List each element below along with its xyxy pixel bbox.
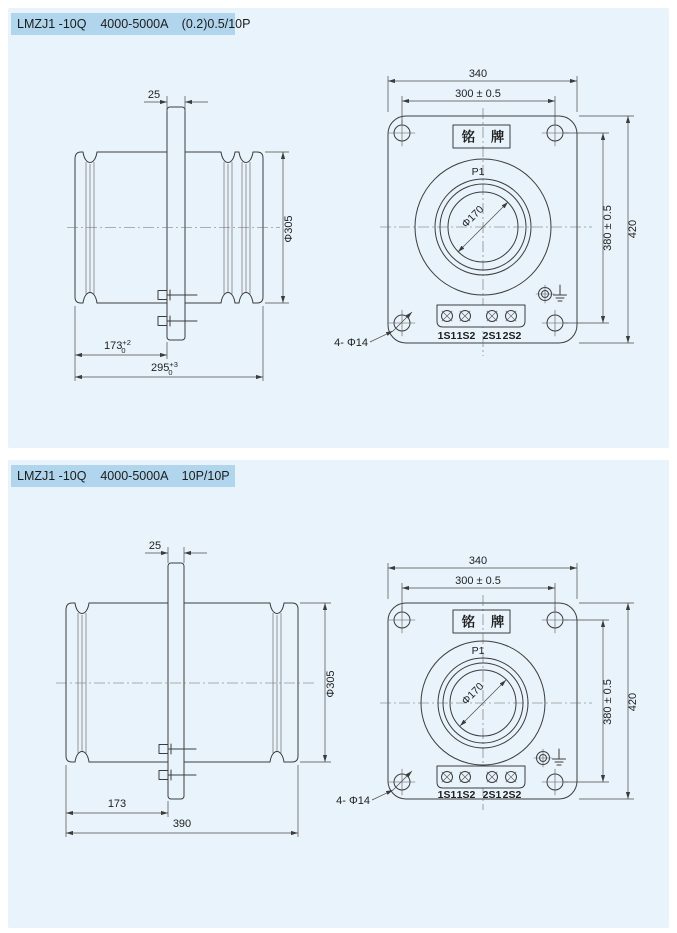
svg-text:1S1: 1S1 bbox=[437, 789, 457, 801]
terminal-block bbox=[437, 305, 525, 327]
dim-hole-spacing-h bbox=[402, 88, 555, 124]
mounting-flange-plate bbox=[168, 563, 184, 799]
svg-text:25: 25 bbox=[147, 89, 161, 101]
svg-text:Φ305: Φ305 bbox=[325, 670, 337, 698]
svg-text:Φ305: Φ305 bbox=[283, 215, 295, 243]
nameplate-label: 铭 牌 bbox=[461, 129, 511, 145]
svg-text:300 ± 0.5: 300 ± 0.5 bbox=[455, 575, 501, 587]
svg-text:173: 173 bbox=[107, 798, 127, 810]
svg-text:295+30: $295^{+3}$ 0 bbox=[151, 360, 178, 377]
svg-text:Φ170: Φ170 bbox=[459, 680, 487, 708]
svg-text:173+20: $173^{+2}$ 0 bbox=[104, 338, 131, 355]
svg-text:2S2: 2S2 bbox=[502, 789, 522, 801]
svg-text:340: 340 bbox=[468, 555, 488, 567]
dim-flange-position bbox=[66, 765, 168, 837]
dim-hole-spacing-h bbox=[402, 575, 555, 611]
drawing-panel-2 bbox=[8, 460, 669, 928]
terminal-block bbox=[437, 766, 525, 788]
mounting-hole bbox=[389, 769, 415, 795]
earth-ground-icon bbox=[554, 285, 567, 301]
ground-terminal bbox=[534, 749, 566, 767]
svg-text:1S2: 1S2 bbox=[456, 789, 476, 801]
dim-hole-spacing-v bbox=[564, 620, 614, 782]
drawing-panel-1 bbox=[8, 8, 669, 448]
svg-text:Φ170: Φ170 bbox=[459, 203, 487, 231]
svg-text:380 ± 0.5: 380 ± 0.5 bbox=[602, 205, 614, 251]
technical-drawing-2 bbox=[8, 460, 669, 928]
svg-text:1S2: 1S2 bbox=[456, 330, 476, 342]
earth-ground-icon bbox=[553, 749, 566, 765]
side-view bbox=[67, 89, 295, 381]
svg-text:420: 420 bbox=[627, 219, 639, 239]
svg-text:380 ± 0.5: 380 ± 0.5 bbox=[602, 679, 614, 725]
svg-text:420: 420 bbox=[627, 692, 639, 712]
front-view bbox=[334, 68, 639, 356]
mounting-hole bbox=[389, 310, 415, 336]
primary-terminal-mark: P1 bbox=[471, 166, 485, 178]
model-header: LMZJ1 -10Q 4000-5000A 10P/10P bbox=[11, 465, 235, 487]
svg-text:2S2: 2S2 bbox=[502, 330, 522, 342]
nameplate-label: 铭 牌 bbox=[461, 614, 511, 630]
svg-text:340: 340 bbox=[468, 68, 488, 80]
ground-screw-icon bbox=[534, 749, 552, 767]
svg-text:2S1: 2S1 bbox=[482, 330, 502, 342]
svg-text:390: 390 bbox=[172, 818, 192, 830]
dim-hole-spacing-v bbox=[564, 133, 614, 323]
svg-text:4- Φ14: 4- Φ14 bbox=[334, 337, 368, 349]
dim-flange-thickness bbox=[145, 540, 207, 563]
svg-text:2S1: 2S1 bbox=[482, 789, 502, 801]
svg-text:1S1: 1S1 bbox=[437, 330, 457, 342]
ground-screw-icon bbox=[536, 285, 554, 303]
svg-text:25: 25 bbox=[148, 540, 162, 552]
mounting-flange-plate bbox=[167, 107, 185, 340]
side-view bbox=[56, 540, 337, 837]
callout-mounting-holes bbox=[336, 771, 412, 807]
front-view bbox=[336, 555, 639, 810]
primary-terminal-mark: P1 bbox=[471, 645, 485, 657]
model-header: LMZJ1 -10Q 4000-5000A (0.2)0.5/10P bbox=[11, 13, 235, 35]
dim-body-diameter bbox=[300, 603, 337, 762]
terminal-labels bbox=[438, 330, 522, 342]
technical-drawing-1 bbox=[8, 8, 669, 448]
svg-text:300 ± 0.5: 300 ± 0.5 bbox=[455, 88, 501, 100]
svg-text:4- Φ14: 4- Φ14 bbox=[336, 795, 370, 807]
ground-terminal bbox=[536, 285, 567, 303]
